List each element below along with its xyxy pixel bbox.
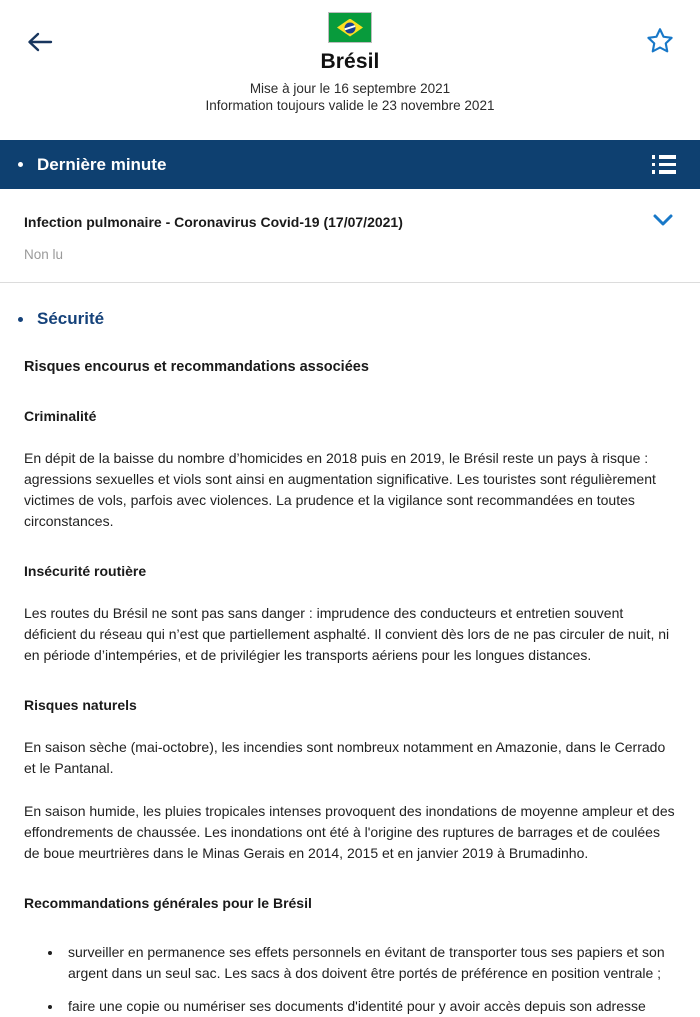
security-heading: Risques encourus et recommandations associées (24, 359, 369, 375)
list-icon[interactable] (652, 155, 676, 174)
arrow-left-icon (26, 31, 54, 58)
security-content (0, 358, 700, 1017)
validity-text: Information toujours valide le 23 novembre 2021 (205, 98, 495, 113)
page-title: Brésil (320, 50, 380, 73)
expand-alert-button[interactable] (650, 211, 676, 233)
chevron-down-icon (652, 213, 674, 232)
bullet-dot (18, 317, 23, 322)
list-icon-row (652, 170, 676, 174)
bullet-dot (18, 162, 23, 167)
app-header (0, 12, 700, 140)
recommendations-title: Recommandations générales pour le Brésil (24, 895, 312, 911)
list-item: faire une copie ou numériser ses documents d'identité pour y avoir accès depuis son adresse (48, 996, 676, 1017)
alert-title: Infection pulmonaire - Coronavirus Covid-19 (17/07/2021) (24, 214, 403, 230)
flag-band (345, 24, 356, 31)
list-icon-row (652, 155, 676, 159)
paragraph-criminalite: En dépit de la baisse du nombre d’homicides en 2018 puis en 2019, le Brésil reste un pays à risque : agressions sexuelles et viols sont ainsi en augmentation significative. Les touristes sont régulièrement victimes de vols, parfois avec violences. La prudence et la vigilance sont recommandées en toutes circonstances. (24, 450, 656, 529)
list-item: surveiller en permanence ses effets personnels en évitant de transporter tous ses papiers et son argent dans un seul sac. Les sacs à dos doivent être portés de préférence en position ventrale ; (48, 942, 676, 984)
last-updated-text: Mise à jour le 16 septembre 2021 (249, 81, 451, 96)
star-outline-icon (645, 26, 675, 61)
flag-globe (345, 22, 356, 33)
paragraph-insecurite-routiere: Les routes du Brésil ne sont pas sans danger : imprudence des conducteurs et entretien souvent déficient du réseau qui n’est que partiellement asphalté. Il convient dès lors de ne pas circuler de nuit, ni en période d’intempéries, et de privilégier les transports aériens pour les longues distances. (24, 605, 670, 663)
section-title-securite: Sécurité (37, 309, 105, 328)
favorite-button[interactable] (638, 22, 682, 64)
section-header-derniere-minute[interactable] (0, 140, 700, 189)
subsection-title-risques-naturels: Risques naturels (24, 697, 137, 713)
brazil-flag-icon (328, 12, 372, 43)
alert-read-status: Non lu (24, 247, 64, 262)
recommendations-list (24, 942, 676, 1017)
subsection-title-criminalite: Criminalité (24, 408, 97, 424)
paragraph-risques-naturels-1: En saison sèche (mai-octobre), les incendies sont nombreux notamment en Amazonie, dans le Cerrado et le Pantanal. (24, 739, 666, 776)
back-button[interactable] (18, 24, 62, 64)
subsection-title-insecurite-routiere: Insécurité routière (24, 563, 147, 579)
paragraph-risques-naturels-2: En saison humide, les pluies tropicales intenses provoquent des inondations de moyenne ampleur et des effondrements de chaussée. Les inondations ont été à l'origine des ruptures de barrages et de coulées de boue meurtrières dans le Minas Gerais en 2014, 2015 et en janvier 2019 à Brumadinho. (24, 803, 675, 861)
section-header-securite[interactable] (0, 283, 700, 329)
section-title-derniere-minute: Dernière minute (37, 154, 167, 174)
alert-item-covid[interactable] (0, 189, 700, 283)
list-icon-row (652, 163, 676, 167)
